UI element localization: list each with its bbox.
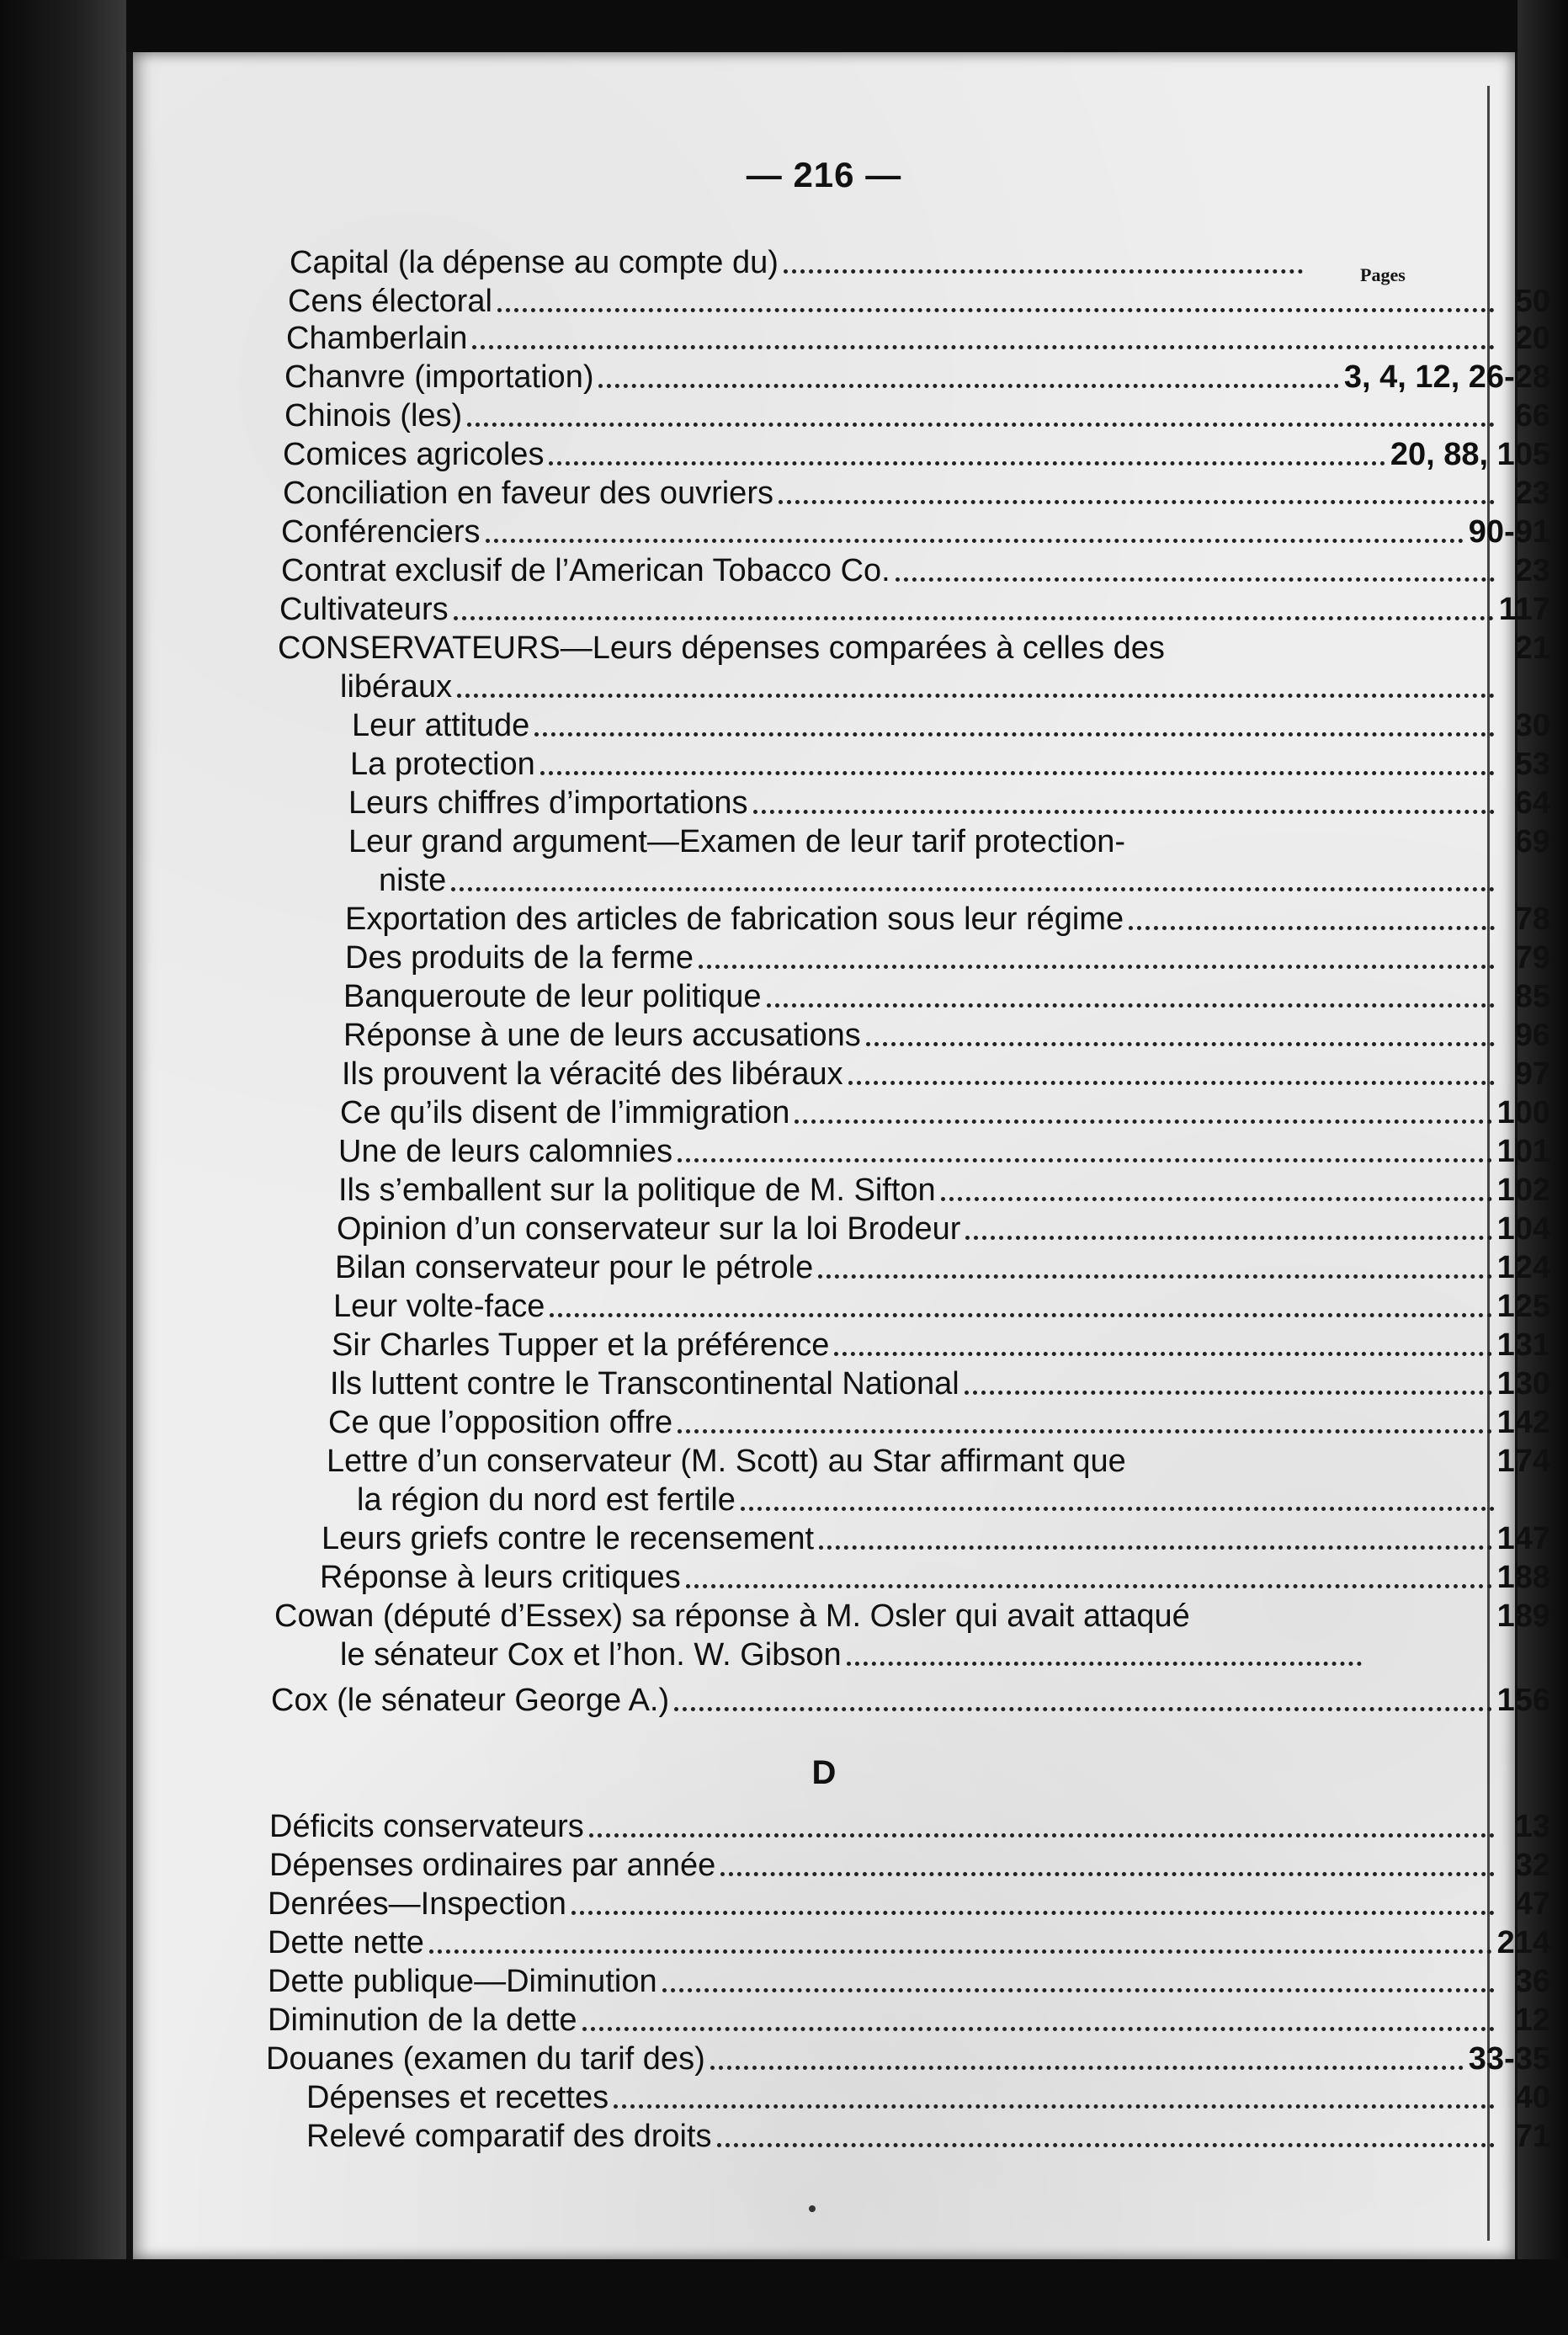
- entry-pages: 97: [1514, 1056, 1550, 1092]
- index-entry: [284, 357, 1550, 396]
- index-entry: [379, 860, 1550, 899]
- entry-pages: 3, 4, 12, 26-28: [1343, 359, 1550, 395]
- leader-dots: [451, 887, 1495, 891]
- entry-pages: 30: [1514, 708, 1550, 743]
- index-entry: [268, 2000, 1550, 2039]
- entry-text: la région du nord est fertile: [357, 1482, 736, 1518]
- entry-text: Une de leurs calomnies: [338, 1134, 673, 1169]
- entry-pages: 50: [1514, 284, 1550, 319]
- entry-text: Relevé comparatif des droits: [306, 2119, 712, 2154]
- entry-text: Cens électoral: [288, 284, 492, 319]
- leader-dots: [534, 732, 1495, 737]
- leader-dots: [717, 2143, 1495, 2147]
- index-entry: [350, 744, 1550, 783]
- leader-dots: [571, 1911, 1495, 1915]
- entry-text: Opinion d’un conservateur sur la loi Brodeur: [337, 1211, 961, 1247]
- index-entry: [348, 783, 1550, 822]
- entry-text: Réponse à leurs critiques: [320, 1560, 681, 1595]
- leader-dots: [710, 2066, 1464, 2070]
- entry-text: le sénateur Cox et l’hon. W. Gibson: [340, 1637, 842, 1673]
- leader-dots: [582, 2027, 1495, 2031]
- index-entry: [328, 1402, 1550, 1441]
- leader-dots: [834, 1352, 1491, 1356]
- entry-text: Sir Charles Tupper et la préférence: [332, 1327, 830, 1363]
- entry-text: niste: [379, 863, 447, 898]
- leader-dots: [549, 461, 1385, 465]
- leader-dots: [720, 1872, 1495, 1876]
- entry-text: Chinois (les): [284, 398, 463, 433]
- entry-text: Des produits de la ferme: [345, 940, 694, 976]
- index-entry: [335, 1247, 1550, 1286]
- entry-pages: 53: [1514, 747, 1550, 782]
- page-number: — 216 —: [746, 155, 902, 194]
- entry-text: Déficits conservateurs: [269, 1809, 584, 1844]
- leader-dots: [674, 1707, 1491, 1711]
- index-entry: [266, 2039, 1550, 2077]
- index-entry: [330, 1364, 1550, 1402]
- leader-dots: [1129, 926, 1495, 930]
- index-entry: [268, 1923, 1550, 1961]
- leader-dots: [965, 1391, 1492, 1395]
- leader-dots: [686, 1584, 1492, 1588]
- entry-text: Dépenses et recettes: [306, 2080, 609, 2115]
- index-entry: [327, 1441, 1550, 1480]
- leader-dots: [767, 1003, 1496, 1008]
- leader-dots: [741, 1507, 1495, 1511]
- index-entry: [338, 1131, 1550, 1170]
- index-entry: [343, 1015, 1550, 1054]
- scan-border-top: [0, 0, 1568, 52]
- index-entry: [281, 551, 1550, 589]
- index-entry: [279, 589, 1550, 628]
- entry-text: Chamberlain: [286, 321, 468, 356]
- entry-text: Réponse à une de leurs accusations: [343, 1018, 861, 1053]
- index-entry: [357, 1480, 1550, 1519]
- leader-dots: [662, 1988, 1495, 1992]
- leader-dots: [598, 384, 1338, 388]
- entry-pages: 47: [1514, 1886, 1550, 1922]
- index-entry: [332, 1325, 1550, 1364]
- leader-dots: [497, 308, 1495, 312]
- entry-text: libéraux: [340, 669, 453, 705]
- entry-pages: 189: [1496, 1598, 1550, 1634]
- index-entry: [340, 667, 1550, 705]
- entry-pages: 130: [1496, 1366, 1550, 1402]
- leader-dots: [429, 1949, 1492, 1954]
- entry-pages: 12: [1514, 2003, 1550, 2038]
- entry-text: Ils luttent contre le Transcontinental National: [330, 1366, 959, 1402]
- entry-pages: 40: [1514, 2080, 1550, 2115]
- entry-pages: 214: [1496, 1925, 1550, 1960]
- entry-text: Chanvre (importation): [284, 359, 594, 395]
- index-entry: [281, 512, 1550, 551]
- entry-pages: 78: [1514, 902, 1550, 937]
- leader-dots: [847, 1662, 1362, 1666]
- entry-pages: 23: [1514, 476, 1550, 511]
- index-entry: [271, 1680, 1550, 1719]
- index-entry: [286, 318, 1550, 357]
- leader-dots: [818, 1274, 1491, 1279]
- entry-text: La protection: [350, 747, 535, 782]
- entry-text: Bilan conservateur pour le pétrole: [335, 1250, 814, 1285]
- index-entry: [322, 1519, 1550, 1557]
- entry-pages: 131: [1496, 1327, 1550, 1363]
- entry-text: Leurs griefs contre le recensement: [322, 1521, 815, 1556]
- print-speck: [809, 2205, 816, 2212]
- entry-pages: 117: [1498, 592, 1550, 627]
- index-entry: [320, 1557, 1550, 1596]
- entry-pages: 79: [1514, 940, 1550, 976]
- entry-text: Cultivateurs: [279, 592, 449, 627]
- book-page: [133, 52, 1550, 2259]
- entry-text: Ils prouvent la véracité des libéraux: [342, 1056, 843, 1092]
- entry-pages: 188: [1496, 1560, 1550, 1595]
- index-entry: [306, 2116, 1550, 2155]
- index-entry: [283, 473, 1550, 512]
- leader-dots: [848, 1081, 1495, 1085]
- entry-text: Lettre d’un conservateur (M. Scott) au Star affirmant que: [327, 1444, 1126, 1479]
- entry-text: Leur volte-face: [333, 1289, 545, 1324]
- entry-pages: 174: [1496, 1444, 1550, 1479]
- entry-text: Denrées—Inspection: [268, 1886, 566, 1922]
- leader-dots: [457, 694, 1495, 698]
- entry-text: Capital (la dépense au compte du): [290, 245, 779, 280]
- entry-pages: 101: [1496, 1134, 1550, 1169]
- leader-dots: [819, 1545, 1492, 1550]
- entry-text: Dette publique—Diminution: [268, 1964, 657, 1999]
- leader-dots: [699, 965, 1495, 969]
- entry-text: CONSERVATEURS—Leurs dépenses comparées à celles des: [278, 630, 1165, 666]
- leader-dots: [589, 1833, 1495, 1838]
- entry-text: Cox (le sénateur George A.): [271, 1683, 670, 1718]
- entry-text: Conciliation en faveur des ouvriers: [283, 476, 773, 511]
- entry-text: Leur attitude: [352, 708, 530, 743]
- leader-dots: [678, 1158, 1492, 1162]
- index-entry: [290, 242, 1358, 281]
- entry-text: Exportation des articles de fabrication sous leur régime: [345, 902, 1124, 937]
- entry-text: Dette nette: [268, 1925, 424, 1960]
- entry-pages: 90-91: [1468, 514, 1550, 550]
- entry-text: Conférenciers: [281, 514, 481, 550]
- leader-dots: [896, 577, 1495, 582]
- entry-pages: 20: [1514, 321, 1550, 356]
- entry-pages: 33-35: [1468, 2041, 1550, 2077]
- leader-dots: [678, 1429, 1491, 1433]
- index-entry: [352, 705, 1550, 744]
- entry-pages: 142: [1496, 1405, 1550, 1440]
- entry-pages: 104: [1496, 1211, 1550, 1247]
- entry-pages: 147: [1496, 1521, 1550, 1556]
- index-entry: [333, 1286, 1550, 1325]
- entry-pages: 156: [1496, 1683, 1550, 1718]
- entry-text: Cowan (député d’Essex) sa réponse à M. Osler qui avait attaqué: [274, 1598, 1190, 1634]
- index-entry: [340, 1635, 1417, 1673]
- entry-pages: 64: [1514, 785, 1550, 821]
- leader-dots: [472, 345, 1495, 349]
- entry-pages: 124: [1496, 1250, 1550, 1285]
- entry-pages: 71: [1514, 2119, 1550, 2154]
- entry-text: Leurs chiffres d’importations: [348, 785, 748, 821]
- leader-dots: [753, 810, 1495, 814]
- entry-text: Contrat exclusif de l’American Tobacco Co.: [281, 553, 890, 588]
- scan-border-bottom: [0, 2259, 1568, 2335]
- entry-text: Douanes (examen du tarif des): [266, 2041, 705, 2077]
- entry-text: Banqueroute de leur politique: [343, 979, 762, 1014]
- entry-pages: 23: [1514, 553, 1550, 588]
- index-entry: [345, 899, 1550, 938]
- entry-pages: 96: [1514, 1018, 1550, 1053]
- index-list: [133, 52, 1550, 2259]
- index-entry: [274, 1596, 1550, 1635]
- entry-pages: 66: [1514, 398, 1550, 433]
- leader-dots: [779, 500, 1495, 504]
- leader-dots: [866, 1042, 1495, 1046]
- entry-text: Ce qu’ils disent de l’immigration: [340, 1095, 790, 1130]
- index-entry: [338, 1170, 1550, 1209]
- index-entry: [283, 434, 1550, 473]
- index-entry: [306, 2077, 1550, 2116]
- entry-pages: 85: [1514, 979, 1550, 1014]
- entry-pages: 13: [1514, 1809, 1550, 1844]
- entry-text: Diminution de la dette: [268, 2003, 577, 2038]
- scan-border-left: [0, 0, 126, 2335]
- leader-dots: [540, 771, 1495, 775]
- index-entry: [337, 1209, 1550, 1247]
- index-entry: [342, 1054, 1550, 1093]
- entry-pages: 125: [1496, 1289, 1550, 1324]
- leader-dots: [965, 1236, 1491, 1240]
- index-entry: [268, 1884, 1550, 1923]
- section-heading-d: D: [811, 1754, 837, 1791]
- pages-column-label: Pages: [1360, 264, 1406, 285]
- leader-dots: [614, 2104, 1495, 2109]
- index-entry: [340, 1093, 1550, 1131]
- entry-pages: 21: [1514, 630, 1550, 666]
- entry-pages: 36: [1514, 1964, 1550, 1999]
- entry-pages: 69: [1514, 824, 1550, 859]
- entry-pages: 32: [1514, 1848, 1550, 1883]
- index-entry: [343, 976, 1550, 1015]
- leader-dots: [784, 269, 1303, 274]
- index-entry: [345, 938, 1550, 976]
- leader-dots: [550, 1313, 1491, 1317]
- entry-text: Comices agricoles: [283, 437, 545, 472]
- entry-text: Ils s’emballent sur la politique de M. Sifton: [338, 1173, 936, 1208]
- index-entry: [348, 822, 1550, 860]
- entry-pages: 20, 88, 105: [1390, 437, 1550, 472]
- leader-dots: [467, 423, 1495, 427]
- index-entry: [288, 281, 1550, 320]
- index-entry: [269, 1845, 1550, 1884]
- entry-pages: 102: [1496, 1173, 1550, 1208]
- entry-text: Leur grand argument—Examen de leur tarif protection-: [348, 824, 1126, 859]
- entry-text: Ce que l’opposition offre: [328, 1405, 673, 1440]
- entry-pages: 100: [1496, 1095, 1550, 1130]
- index-entry: [268, 1961, 1550, 2000]
- leader-dots: [941, 1197, 1492, 1201]
- leader-dots: [454, 616, 1494, 620]
- index-entry: [278, 628, 1550, 667]
- leader-dots: [795, 1120, 1491, 1124]
- index-entry: [284, 396, 1550, 434]
- leader-dots: [486, 539, 1464, 543]
- index-entry: [269, 1806, 1550, 1845]
- entry-text: Dépenses ordinaires par année: [269, 1848, 716, 1883]
